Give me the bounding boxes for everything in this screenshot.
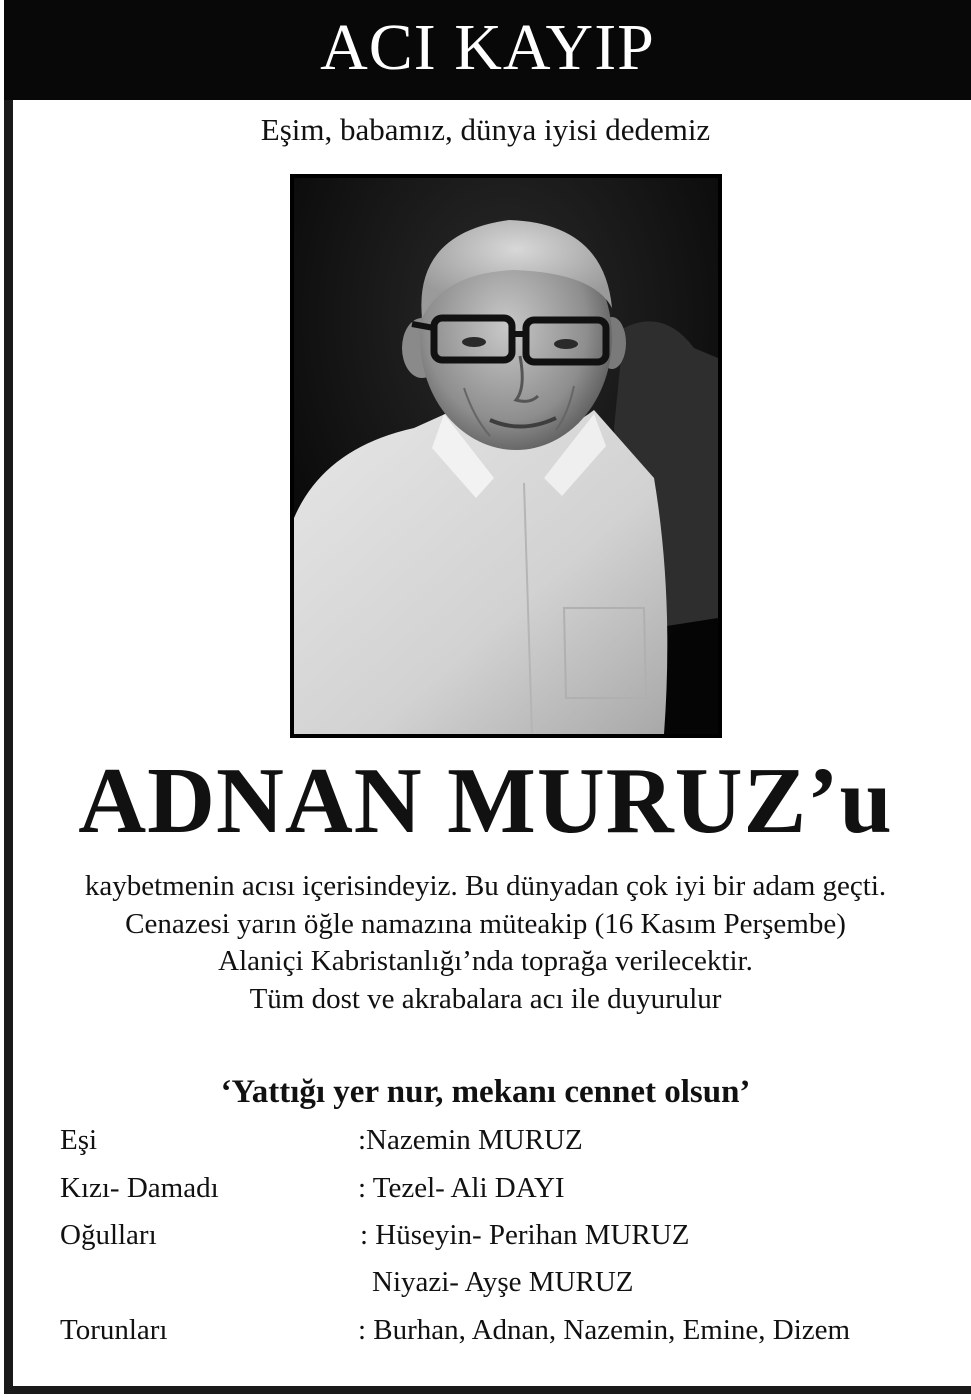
message-line: Alaniçi Kabristanlığı’nda toprağa verilecektir.: [218, 945, 753, 977]
family-label: Torunları: [60, 1314, 168, 1346]
family-label: Oğulları: [60, 1219, 157, 1251]
intro-text: Eşim, babamız, dünya iyisi dedemiz: [260, 112, 711, 147]
header-bar: [4, 0, 971, 100]
bottom-border: [4, 1386, 971, 1394]
family-label: Kızı- Damadı: [60, 1172, 219, 1204]
message-line: Tüm dost ve akrabalara acı ile duyurulur: [249, 982, 722, 1015]
portrait-photo: [290, 174, 722, 738]
announcement-message: [0, 868, 971, 1018]
prayer-quote: ‘Yattığı yer nur, mekanı cennet olsun’: [220, 1074, 751, 1110]
family-value: : Tezel- Ali DAYI: [358, 1172, 565, 1204]
family-value: : Hüseyin- Perihan MURUZ: [360, 1219, 690, 1251]
family-value: : Burhan, Adnan, Nazemin, Emine, Dizem: [358, 1314, 851, 1346]
deceased-name: ADNAN MURUZ’u: [78, 749, 893, 853]
message-line: Cenazesi yarın öğle namazına müteakip (16 Kasım Perşembe): [125, 907, 846, 940]
header-title: ACI KAYIP: [320, 11, 655, 84]
family-label: Eşi: [60, 1124, 98, 1156]
message-line: kaybetmenin acısı içerisindeyiz. Bu dünyadan çok iyi bir adam geçti.: [84, 870, 887, 902]
family-value: Niyazi- Ayşe MURUZ: [372, 1266, 634, 1298]
family-value: :Nazemin MURUZ: [358, 1124, 583, 1156]
left-border: [4, 96, 13, 1392]
